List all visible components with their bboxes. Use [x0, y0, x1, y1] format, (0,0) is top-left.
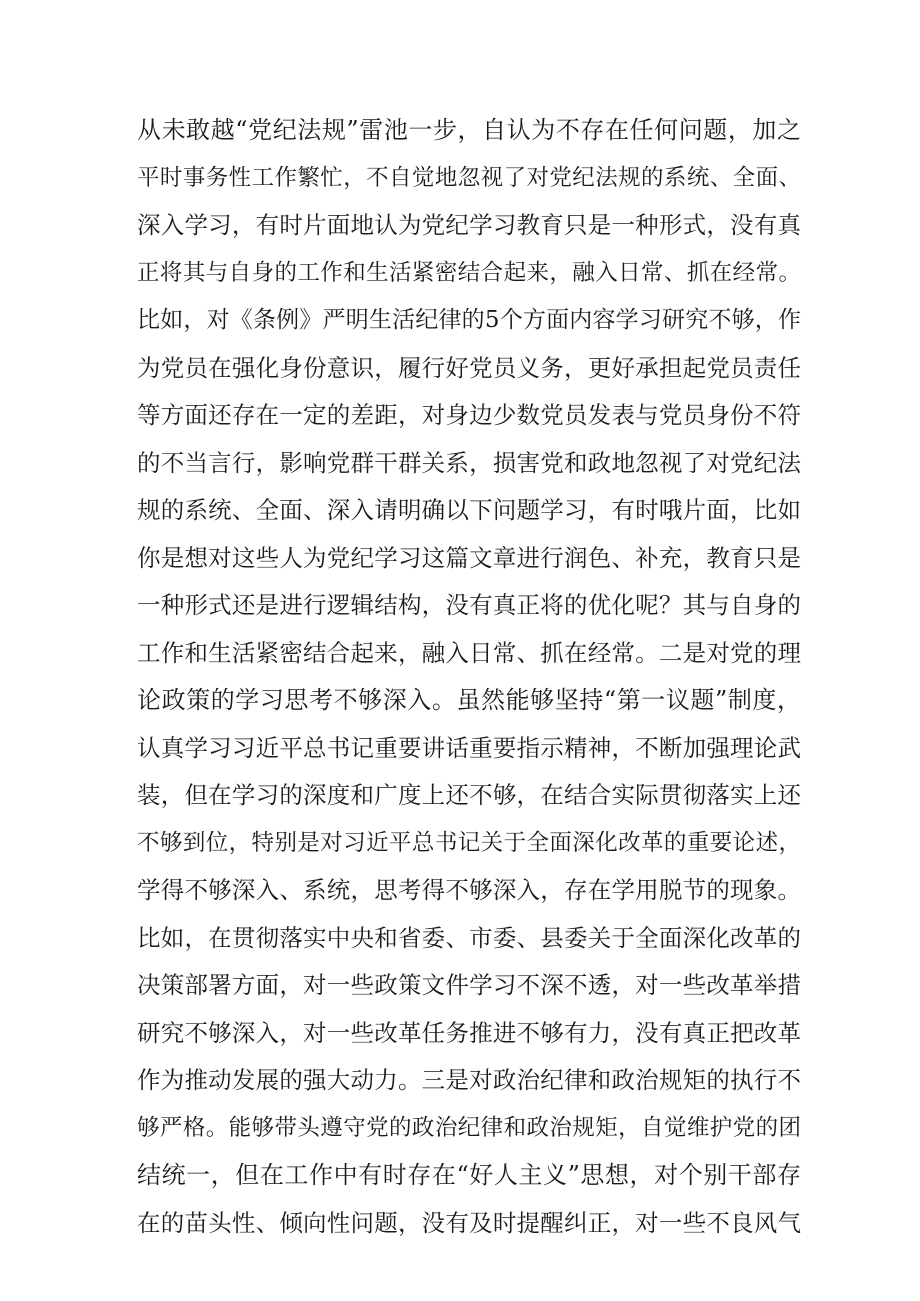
- text-line-15: 装，但在学习的深度和广度上还不够，在结合实际贯彻落实上还: [137, 781, 801, 809]
- text-line-16: 不够到位，特别是对习近平总书记关于全面深化改革的重要论述，: [137, 829, 801, 856]
- text-line-22: 够严格。能够带头遵守党的政治纪律和政治规矩，自觉维护党的团: [137, 1114, 801, 1141]
- text-line-13: 论政策的学习思考不够深入。虽然能够坚持“第一议题”制度，: [137, 686, 801, 714]
- text-line-3: 深入学习，有时片面地认为党纪学习教育只是一种形式，没有真: [137, 211, 801, 239]
- text-line-4: 正将其与自身的工作和生活紧密结合起来，融入日常、抓在经常。: [137, 259, 801, 286]
- text-line-18: 比如，在贯彻落实中央和省委、市委、县委关于全面深化改革的: [137, 923, 801, 952]
- text-line-1: 从未敢越“党纪法规”雷池一步，自认为不存在任何问题，加之: [137, 116, 801, 144]
- text-line-11: 一种形式还是进行逻辑结构，没有真正将的优化呢？其与自身的: [137, 591, 801, 619]
- text-line-2: 平时事务性工作繁忙，不自觉地忽视了对党纪法规的系统、全面、: [137, 164, 801, 191]
- text-line-7: 等方面还存在一定的差距，对身边少数党员发表与党员身份不符: [137, 401, 801, 429]
- body-text: [137, 107, 801, 1247]
- text-line-14: 认真学习习近平总书记重要讲话重要指示精神，不断加强理论武: [137, 733, 801, 762]
- text-line-24: 在的苗头性、倾向性问题，没有及时提醒纠正，对一些不良风气: [137, 1208, 801, 1237]
- text-line-19: 决策部署方面，对一些政策文件学习不深不透，对一些改革举措: [137, 971, 801, 999]
- text-line-23: 结统一，但在工作中有时存在“好人主义”思想，对个别干部存: [137, 1161, 801, 1189]
- text-line-8: 的不当言行，影响党群干群关系，损害党和政地忽视了对党纪法: [137, 448, 801, 477]
- text-line-6: 为党员在强化身份意识，履行好党员义务，更好承担起党员责任: [137, 353, 801, 382]
- text-line-10: 你是想对这些人为党纪学习这篇文章进行润色、补充，教育只是: [137, 543, 801, 572]
- text-line-20: 研究不够深入，对一些改革任务推进不够有力，没有真正把改革: [137, 1018, 801, 1047]
- text-line-21: 作为推动发展的强大动力。三是对政治纪律和政治规矩的执行不: [137, 1066, 801, 1094]
- text-line-12: 工作和生活紧密结合起来，融入日常、抓在经常。二是对党的理: [137, 638, 801, 667]
- text-line-17: 学得不够深入、系统，思考得不够深入，存在学用脱节的现象。: [137, 876, 801, 904]
- text-line-9: 规的系统、全面、深入请明确以下问题学习，有时哦片面，比如: [137, 496, 801, 524]
- text-line-5: 比如，对《条例》严明生活纪律的5个方面内容学习研究不够，作: [137, 307, 801, 333]
